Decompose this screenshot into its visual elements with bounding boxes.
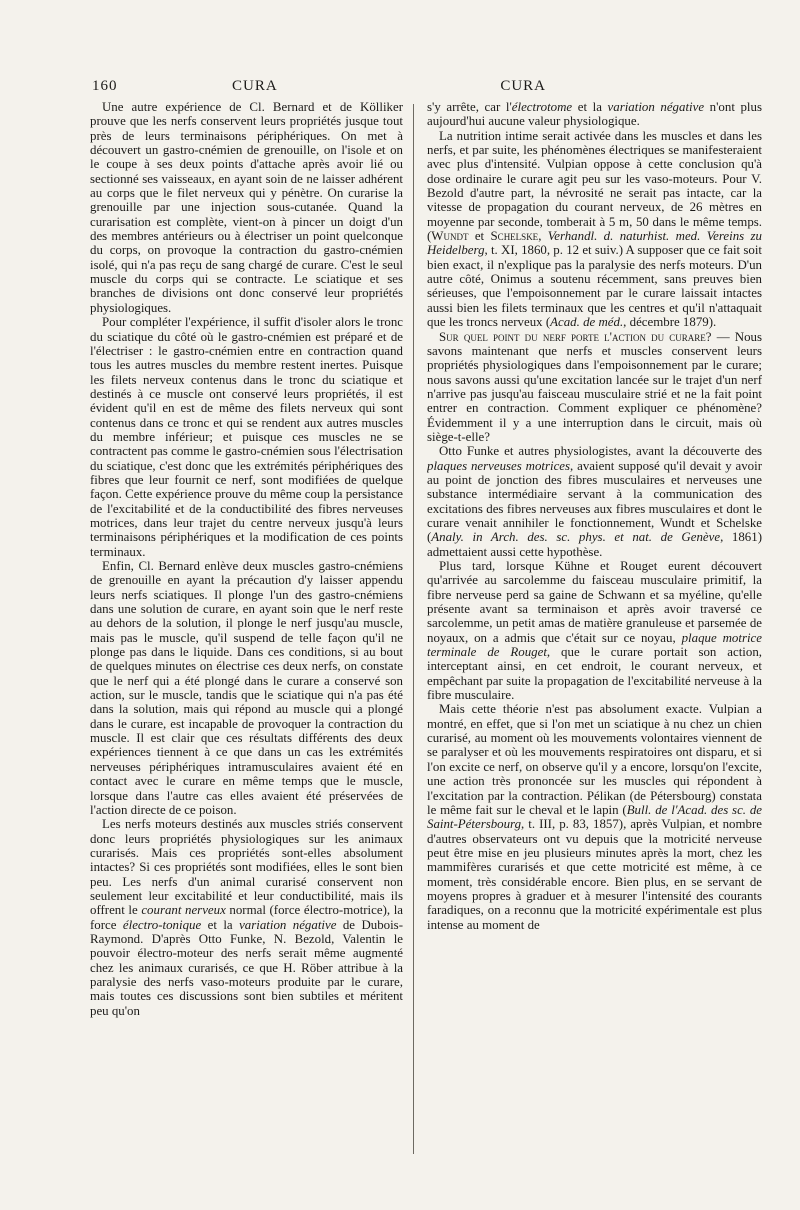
page-number: 160 (92, 78, 118, 94)
citation-title: Analy. in Arch. des. sc. phys. et nat. de Genève (431, 530, 721, 545)
text-run: n'ont plus aujourd'hui aucune valeur physiologique. (427, 100, 762, 129)
text-run: s'y arrête, car l' (427, 100, 512, 114)
paragraph (427, 100, 762, 129)
citation-title: Bull. de l'Acad. des sc. de Saint-Pétersbourg (427, 802, 762, 832)
text-run: , décembre 1879). (623, 315, 717, 330)
text-run: , 1861) admettaient aussi cette hypothèse. (427, 530, 762, 559)
paragraph (427, 330, 762, 445)
paragraph: Pour compléter l'expérience, il suffit d'isoler alors le tronc du sciatique du côté où le gastro-cnémien est préparé et de l'électriser : le gastro-cnémien entre en contraction quand tous les autres muscles du membre restent inertes. Puisque les filets nerveux contenus dans le tronc du sciatique et destinés à ce muscle ont conservé leurs propriétés, il est évident qu'il en est de même des filets nerveux qui sont contenus dans ce tronc et qui se rendent aux autres muscles du membre inférieur; et puisque ces muscles ne se contractent pas comme le gastro-cnémien sous l'électrisation du sciatique, c'est donc que les extrémités périphériques des fibres que leur fournit ce nerf, sont modifiées de quelque façon. Cette expérience prouve du même coup la persistance de l'excitabilité et de la conductibilité des fibres nerveuses motrices, dans leur trajet du centre nerveux jusqu'à leurs terminaisons périphériques et la modification de ces points terminaux. (90, 315, 403, 559)
section-heading: Sur quel point du nerf porte l'action du curare? — (439, 329, 730, 344)
text-run: normal (force électro-motrice), la force (90, 903, 403, 932)
italic-term: électrotome (511, 100, 573, 114)
text-run: et la (201, 917, 240, 932)
italic-term: plaques nerveuses motrices (427, 458, 571, 473)
text-run: , t. III, p. 83, 1857), après Vulpian, et nombre d'autres observateurs ont vu depuis que la motricité nerveuse peut être mise en jeu plusieurs minutes après la mort, chez les mammifères curarisés et que cette motricité est même, à ce moment, très considérable encore. Bien plus, en se servant de moyens propres à graduer et à mesurer l'intensité des courants faradiques, on a reconnu que la motricité expérimentale est plus intense au moment de (427, 817, 762, 932)
text-run: Nous savons maintenant que nerfs et muscles conservent leurs propriétés physiologiques dans l'empoisonnement par le curare; nous savons aussi qu'une excitation lancée sur le trajet d'un nerf n'arrive pas jusqu'au faisceau musculaire strié et ne la fait point entrer en contraction. Comment expliquer ce phénomène? Évidemment il y a une interruption dans le circuit, mais où siège-t-elle? (427, 329, 762, 444)
text-run: , (538, 229, 548, 244)
text-run: , t. XI, 1860, p. 12 et suiv.) A supposer que ce fait soit bien exact, il n'explique pas la paralysie des nerfs moteurs. D'un autre côté, Onimus a soutenu récemment, sans preuves bien sérieuses, que l'empoisonnement par le curare laissait intactes aussi bien les filets terminaux que les centres et qu'il n'attaquait que les troncs nerveux ( (427, 243, 762, 330)
author-name: Wundt (431, 229, 469, 244)
paragraph (427, 702, 762, 932)
text-run: La nutrition intime serait activée dans les muscles et dans les nerfs, et par suite, les phénomènes électriques se manifesteraient avec plus d'intensité. Vulpian oppose à cette conclusion qu'à dose ordinaire le curare agit peu sur les vaso-moteurs. Pour V. Bezold d'autre part, la névrosité ne serait pas intacte, car la vitesse de propagation du courant nerveux, de 26 mètres en moyenne par seconde, tomberait à 5 m, 50 dans le même temps. ( (427, 128, 762, 244)
italic-term: plaque motrice terminale de Rouget (427, 630, 762, 660)
text-run: et la (572, 100, 608, 114)
italic-term: courant nerveux (141, 903, 226, 918)
right-column (427, 100, 762, 1210)
italic-term: électro-tonique (122, 917, 202, 932)
author-name: Schelske (490, 229, 539, 244)
paragraph: Enfin, Cl. Bernard enlève deux muscles gastro-cnémiens de grenouille en ayant la précaution d'y laisser appendu leurs nerfs sciatiques. Il plonge l'un des gastro-cnémiens dans une solution de curare, en ayant soin que le nerf reste au dehors de la solution, il plonge le nerf jusqu'au muscle, mais pas le muscle, qu'il suspend de telle façon qu'il ne plonge pas dans le liquide. Dans ces conditions, si au bout de quelques minutes on électrise ces deux nerfs, on constate que le nerf qui a été plongé dans le curare a conservé son action, sur le muscle, tandis que le sciatique qui n'a pas été dans la solution, mais qui répond au muscle qui a plongé dans le curare, est incapable de provoquer la contraction du muscle. Il est clair que ces résultats différents des deux expériences tiennent à ce que dans un cas les extrémités nerveuses périphériques intramusculaires avaient été en contact avec le curare en même temps que le muscle, lorsque dans l'autre cas elles avaient été préservées de l'action directe de ce poison. (90, 559, 403, 817)
running-head-right: CURA (500, 78, 546, 94)
text-run: Plus tard, lorsque Kühne et Rouget eurent découvert qu'arrivée au sarcolemme du faisceau musculaire primitif, la fibre nerveuse perd sa gaine de Schwann et sa myéline, qu'elle présente avant sa terminaison et après avoir traversé ce sarcolemme, un petit amas de matière granuleuse et parsemée de noyaux, on a admis que c'était sur ce noyau, (427, 559, 762, 645)
paragraph (427, 444, 762, 559)
paragraph: Une autre expérience de Cl. Bernard et de Kölliker prouve que les nerfs conservent leurs propriétés jusque tout près de leurs terminaisons périphériques. On met à découvert un gastro-cnémien de grenouille, on l'isole et on le coupe à ses deux points d'attache après avoir lié ou sectionné ses vaisseaux, en ayant soin de ne laisser adhérent au corps que le filet nerveux qui y pénètre. On curarise la grenouille par une injection sous-cutanée. Quand la curarisation est complète, vient-on à pincer un doigt d'un des membres antérieurs ou à électriser un point quelconque du corps, on provoque la contraction du gastro-cnémien isolé, qui n'a pas reçu de sang chargé de curare. C'est le seul muscle du corps qui se contracte. Le sciatique et ses branches de divisions ont donc conservé leur propriétés physiologiques. (90, 100, 403, 315)
citation-title: Verhandl. d. naturhist. med. Vereins zu Heidelberg (427, 229, 762, 258)
italic-term: variation négative (239, 917, 337, 932)
column-divider (413, 104, 414, 1154)
italic-term: variation négative (607, 100, 705, 114)
left-column (90, 100, 403, 1210)
running-head-left: CURA (232, 78, 278, 94)
text-run: Les nerfs moteurs destinés aux muscles striés conservent donc leurs propriétés physiologiques sur les animaux curarisés. Mais ces propriétés sont-elles absolument intactes? Si ces propriétés sont modifiées, elles le sont bien peu. Les nerfs d'un animal curarisé conservent non seulement leur excitabilité et leur conductibilité, mais ils offrent le (90, 817, 403, 918)
paragraph (90, 817, 403, 1018)
text-run: , que le curare portait son action, interceptant ainsi, en cet endroit, le courant nerveux, et empêchant par suite la propagation de l'excitabilité nerveuse à la fibre musculaire. (427, 645, 762, 703)
text-run: de Dubois-Raymond. D'après Otto Funke, N. Bezold, Valentin le pouvoir électro-moteur des nerfs serait même augmenté chez les animaux curarisés, ce que H. Röber attribue à la paralysie des nerfs vaso-moteurs produite par le curare, mais toutes ces discussions sont bien subtiles et méritent peu qu'on (90, 917, 403, 1018)
text-run: Mais cette théorie n'est pas absolument exacte. Vulpian a montré, en effet, que si l'on met un sciatique à nu chez un chien curarisé, au moment où les mouvements volontaires viennent de se paralyser et où les mouvements respiratoires ont disparu, et si l'on excite ce nerf, on observe qu'il y a encore, lorsqu'on l'excite, une action très prononcée sur les muscles qui répondent à l'excitation par la contraction. Pélikan (de Pétersbourg) constata le même fait sur le cheval et le lapin ( (427, 702, 762, 817)
text-run: , avaient supposé qu'il devait y avoir au point de jonction des fibres musculaires et nerveuses une substance intermédiaire servant à la communication des excitations des fibres nerveuses aux fibres musculaires et dont le curare venait annihiler le fonctionnement, Wundt et Schelske ( (427, 458, 762, 545)
paragraph (427, 559, 762, 702)
page-header (92, 78, 764, 98)
text-run: et (468, 229, 491, 244)
citation-title: Acad. de méd. (550, 315, 624, 330)
text-run: Otto Funke et autres physiologistes, avant la découverte des (439, 444, 762, 459)
paragraph (427, 129, 762, 330)
